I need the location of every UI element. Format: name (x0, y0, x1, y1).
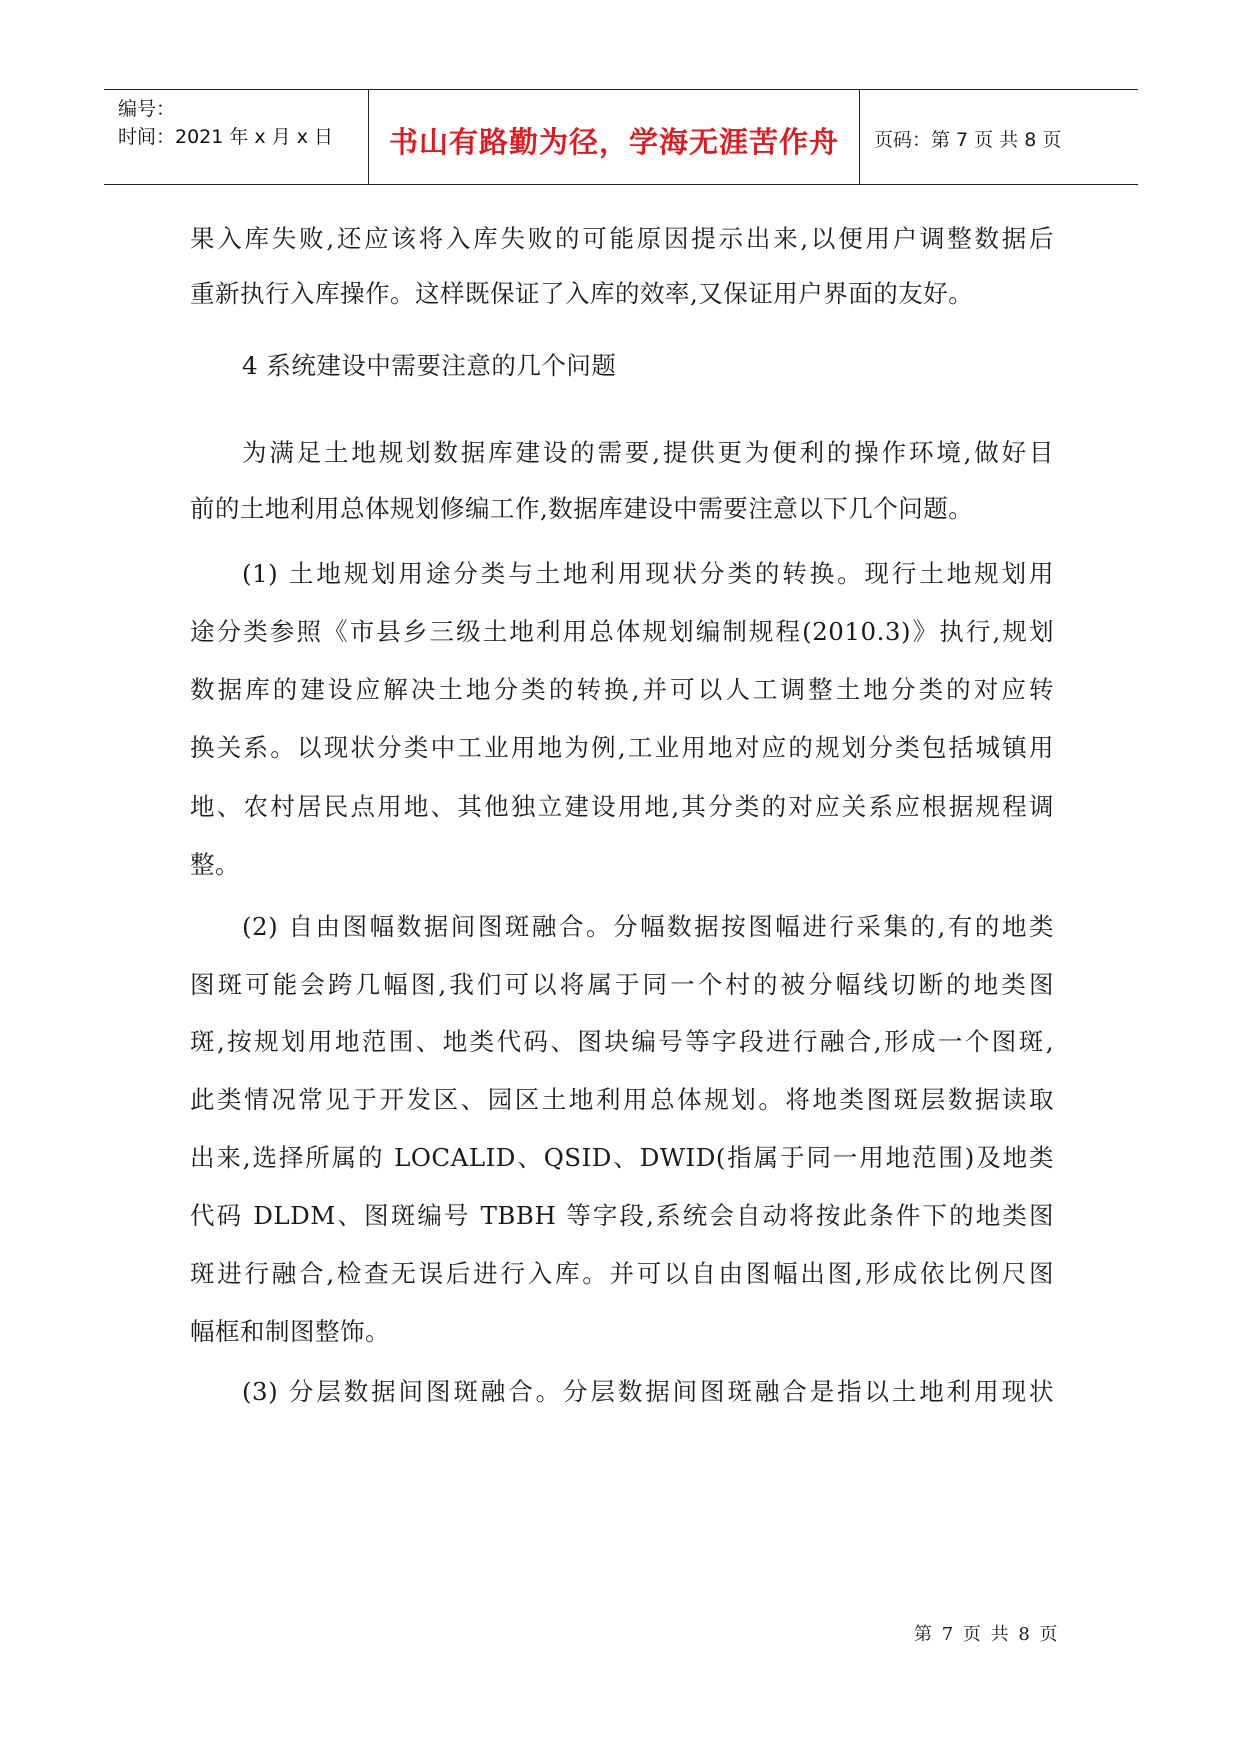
serial-number-label: 编号： (118, 98, 176, 120)
text-line: (2) 自由图幅数据间图斑融合。分幅数据按图幅进行采集的,有的地类 (242, 912, 1054, 941)
header-info-cell (104, 90, 368, 184)
motto-text: 书山有路勤为径，学海无涯苦作舟 (388, 125, 839, 159)
text-line: 此类情况常见于开发区、园区土地利用总体规划。将地类图斑层数据读取 (190, 1085, 1054, 1114)
text-line: (3) 分层数据间图斑融合。分层数据间图斑融合是指以土地利用现状 (242, 1377, 1054, 1406)
header-motto-cell (368, 90, 860, 184)
time-label: 时间：2021 年 x 月 x 日 (118, 126, 334, 148)
text-line: 代码 DLDM、图斑编号 TBBH 等字段,系统会自动将按此条件下的地类图 (190, 1201, 1054, 1230)
text-line: 出来,选择所属的 LOCALID、QSID、DWID(指属于同一用地范围)及地类 (190, 1143, 1054, 1172)
text-line: (1) 土地规划用途分类与土地利用现状分类的转换。现行土地规划用 (242, 559, 1054, 588)
text-line: 幅框和制图整饰。 (190, 1317, 390, 1346)
text-line: 整。 (190, 850, 240, 879)
text-line: 图斑可能会跨几幅图,我们可以将属于同一个村的被分幅线切断的地类图 (190, 970, 1054, 999)
text-line: 途分类参照《市县乡三级土地利用总体规划编制规程(2010.3)》执行,规划 (190, 617, 1054, 646)
text-line: 重新执行入库操作。这样既保证了入库的效率,又保证用户界面的友好。 (190, 279, 974, 308)
header-table (104, 89, 1138, 185)
header-page-cell (860, 90, 1138, 184)
text-line: 数据库的建设应解决土地分类的转换,并可以人工调整土地分类的对应转 (190, 675, 1054, 704)
page-code-label: 页码：第 7 页 共 8 页 (874, 129, 1062, 151)
text-line: 地、农村居民点用地、其他独立建设用地,其分类的对应关系应根据规程调 (190, 792, 1054, 821)
section-heading: 4 系统建设中需要注意的几个问题 (242, 351, 617, 380)
text-line: 斑,按规划用地范围、地类代码、图块编号等字段进行融合,形成一个图斑, (190, 1027, 1054, 1056)
text-line: 前的土地利用总体规划修编工作,数据库建设中需要注意以下几个问题。 (190, 494, 974, 523)
text-line: 果入库失败,还应该将入库失败的可能原因提示出来,以便用户调整数据后 (190, 224, 1054, 253)
text-line: 为满足土地规划数据库建设的需要,提供更为便利的操作环境,做好目 (242, 438, 1054, 467)
page-footer: 第 7 页 共 8 页 (914, 1624, 1060, 1645)
text-line: 换关系。以现状分类中工业用地为例,工业用地对应的规划分类包括城镇用 (190, 733, 1054, 762)
text-line: 斑进行融合,检查无误后进行入库。并可以自由图幅出图,形成依比例尺图 (190, 1259, 1054, 1288)
